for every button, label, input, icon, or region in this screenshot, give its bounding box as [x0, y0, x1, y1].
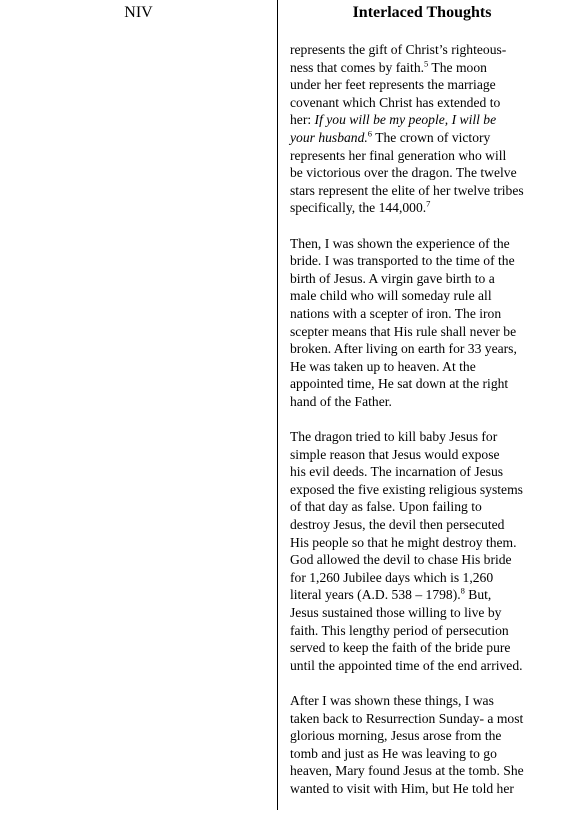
- paragraph-dragon-persecution: [290, 428, 562, 674]
- paragraph-text: The dragon tried to kill baby Jesus for simple reason that Jesus would expose his evil deeds. The incarnation of Jesus exposed the five existing religious systems of that day as false. Upon failing to destroy Jesus, the devil then persecuted His people so that he might destroy them. God allowed the devil to chase His bride for 1,260 Jubilee days which is 1,260 literal years (A.D. 538 – 1798).: [290, 429, 523, 603]
- paragraph-text: represents the gift of Christ’s righteous- ness that comes by faith.: [290, 42, 507, 75]
- footnote-ref: 6: [367, 128, 373, 139]
- paragraph-symbols: [290, 41, 562, 217]
- footnote-ref: 5: [424, 58, 429, 69]
- paragraph-text: But, Jesus sustained those willing to live by faith. This lengthy period of persecution served to keep the faith of the bride pure until the appointed time of the end arrived.: [290, 587, 523, 673]
- niv-column-header: NIV: [124, 4, 153, 21]
- footnote-ref: 7: [426, 198, 431, 209]
- italic-quote: If you will be my people, I will be your husband.: [290, 112, 497, 145]
- paragraph-text: The moon under her feet represents the marriage covenant which Christ has extended to her:: [290, 59, 501, 128]
- paragraph-text: The crown of victory represents her final generation who will be victorious over the dragon. The twelve stars represent the elite of her twelve tribes specifically, the 144,000.: [290, 129, 524, 216]
- paragraph-birth-of-jesus: Then, I was shown the experience of the bride. I was transported to the time of the birth of Jesus. A virgin gave birth to a male child who will someday rule all nations with a scepter of iron. The iron scepter means that His rule shall never be broken. After living on earth for 33 years, He was taken up to heaven. At the appointed time, He sat down at the right hand of the Father.: [290, 235, 517, 409]
- paragraph-resurrection: After I was shown these things, I was taken back to Resurrection Sunday- a most glorious morning, Jesus arose from the tomb and just as He was leaving to go heaven, Mary found Jesus at the tomb. She wanted to visit with Him, but He told her: [290, 692, 524, 796]
- interlaced-thoughts-column-header: Interlaced Thoughts: [352, 4, 492, 21]
- interlaced-thoughts-column: [290, 41, 562, 815]
- footnote-ref: 8: [460, 585, 465, 596]
- column-divider: [277, 0, 278, 810]
